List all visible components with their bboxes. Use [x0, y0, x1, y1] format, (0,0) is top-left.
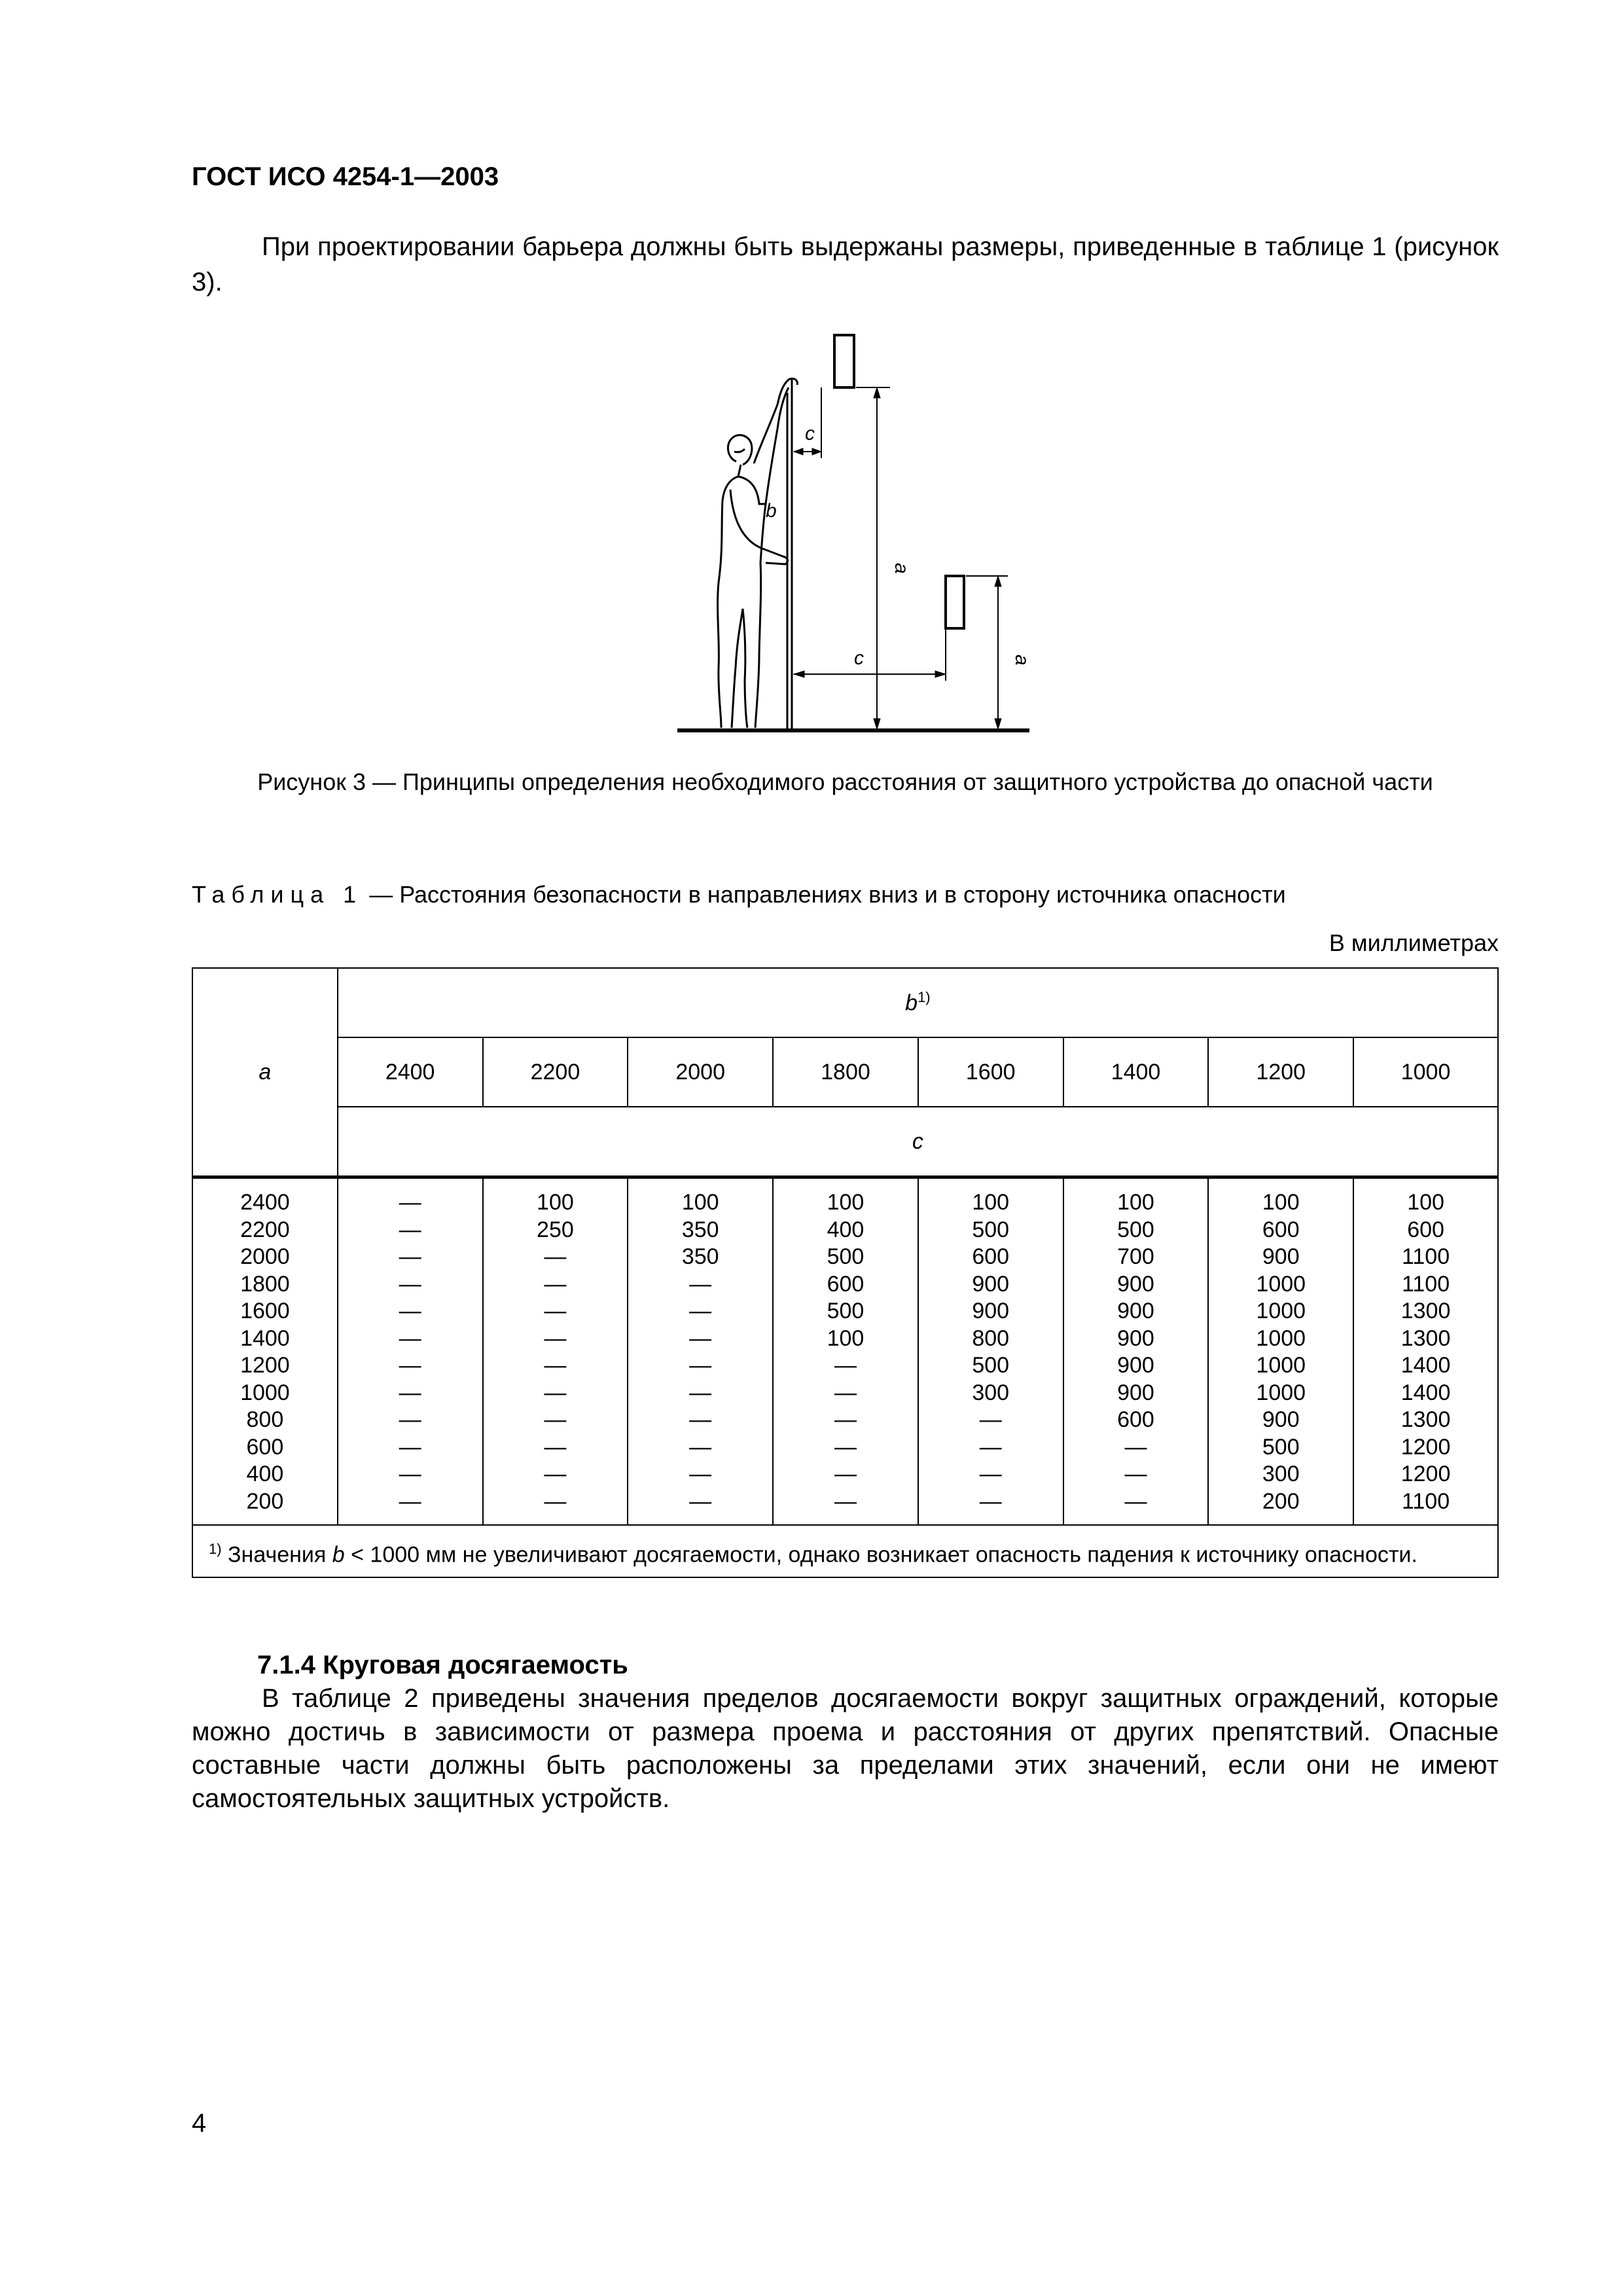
table-cell: —	[834, 1380, 857, 1405]
table-cell: 100	[972, 1190, 1010, 1215]
table-cell: 400	[827, 1217, 865, 1242]
table-cell: —	[1124, 1434, 1147, 1460]
b-value-header: 2000	[628, 1037, 773, 1107]
table-footnote: $^{1)}$ Значения b < 1000 мм не увеличивают досягаемости, однако возникает опасность падения к источнику опасности.	[192, 1525, 1498, 1577]
table-cell: 900	[1117, 1299, 1154, 1323]
table-cell: 900	[1117, 1325, 1154, 1351]
table-cell: 1300	[1400, 1299, 1451, 1323]
table-cell: 1400	[240, 1325, 290, 1351]
table-cell: 600	[1407, 1217, 1444, 1242]
hazard-block-lower	[946, 576, 964, 628]
table-cell: 2000	[240, 1244, 290, 1269]
table-column-c	[1208, 1177, 1353, 1526]
table-cell: 500	[827, 1299, 865, 1323]
table-cell: —	[834, 1434, 857, 1460]
table-cell: 300	[972, 1380, 1010, 1405]
table-cell: 1600	[240, 1299, 290, 1323]
table-column-a	[192, 1177, 338, 1526]
table-cell: —	[544, 1325, 567, 1351]
table-cell: 900	[1262, 1244, 1300, 1269]
table-cell: —	[544, 1434, 567, 1460]
table-cell: —	[544, 1407, 567, 1432]
table-cell: 200	[1262, 1488, 1300, 1514]
table-cell: 500	[1262, 1434, 1300, 1460]
table-cell: 1400	[1400, 1353, 1451, 1378]
table-cell: 1100	[1402, 1244, 1450, 1269]
table-cell: —	[689, 1407, 712, 1432]
table-cell: —	[544, 1462, 567, 1486]
table-cell: 1000	[1256, 1299, 1306, 1323]
table-cell: —	[399, 1271, 421, 1297]
table-cell: 900	[1117, 1271, 1154, 1297]
table-cell: 600	[1117, 1407, 1154, 1432]
table-cell: 1000	[1256, 1353, 1306, 1378]
table-cell: 400	[246, 1462, 284, 1486]
table-cell: —	[689, 1488, 712, 1514]
table-units: В миллиметрах	[1329, 929, 1499, 956]
figure-caption: Рисунок 3 — Принципы определения необходимого расстояния от защитного устройства до опасной части	[257, 768, 1433, 795]
table-title-label: Таблица 1	[192, 881, 363, 908]
table-cell: —	[399, 1462, 421, 1486]
page-number: 4	[192, 2109, 207, 2138]
table-cell: —	[979, 1407, 1002, 1432]
table-cell: —	[979, 1462, 1002, 1486]
table-cell: 100	[827, 1325, 865, 1351]
section-paragraph: В таблице 2 приведены значения пределов досягаемости вокруг защитных ограждений, которые можно достичь в зависимости от размера проема и расстояния от других препятствий. Опасные составные части должны быть расположены за пределами этих значений, если они не имеют самостоятельных защитных устройств.	[192, 1684, 1499, 1813]
section-heading: 7.1.4 Круговая досягаемость	[257, 1651, 628, 1679]
table-cell: —	[979, 1434, 1002, 1460]
intro-paragraph: При проектировании барьера должны быть выдержаны размеры, приведенные в таблице 1 (рисунок 3).	[192, 232, 1499, 296]
table-cell: —	[689, 1271, 712, 1297]
b-value-header: 1000	[1353, 1037, 1498, 1107]
label-c-bottom: c	[854, 647, 864, 669]
table-cell: —	[399, 1488, 421, 1514]
table-column-c	[338, 1177, 483, 1526]
table-cell: —	[544, 1271, 567, 1297]
table-cell: 500	[827, 1244, 865, 1269]
table-cell: 700	[1117, 1244, 1154, 1269]
table-cell: —	[399, 1299, 421, 1323]
table-title	[192, 881, 1286, 908]
table-title-text: — Расстояния безопасности в направлениях вниз и в сторону источника опасности	[363, 881, 1286, 908]
table-cell: 1300	[1400, 1325, 1451, 1351]
table-cell: 1200	[1400, 1462, 1451, 1486]
label-a-right: a	[1011, 655, 1033, 666]
table-cell: 500	[972, 1217, 1010, 1242]
table-cell: 900	[972, 1271, 1010, 1297]
table-cell: —	[399, 1380, 421, 1405]
table-cell: —	[834, 1353, 857, 1378]
table-cell: 300	[1262, 1462, 1300, 1486]
table-cell: 600	[972, 1244, 1010, 1269]
column-group-header-b: $b^{1)}$	[338, 968, 1498, 1037]
table-column-c	[918, 1177, 1063, 1526]
table-cell: —	[689, 1434, 712, 1460]
table-cell: 600	[1262, 1217, 1300, 1242]
person-figure	[718, 378, 798, 728]
table-cell: 900	[1117, 1380, 1154, 1405]
table-cell: —	[399, 1434, 421, 1460]
table-cell: —	[544, 1353, 567, 1378]
table-cell: —	[544, 1299, 567, 1323]
table-cell: 800	[246, 1407, 284, 1432]
table-cell: 600	[246, 1434, 284, 1460]
table-cell: 600	[827, 1271, 865, 1297]
table-cell: —	[399, 1353, 421, 1378]
table-cell: 2400	[240, 1190, 290, 1215]
table-cell: —	[689, 1299, 712, 1323]
table-cell: —	[544, 1488, 567, 1514]
table-cell: 1300	[1400, 1407, 1451, 1432]
table-cell: 1000	[1256, 1271, 1306, 1297]
table-column-c	[628, 1177, 773, 1526]
table-cell: 1400	[1400, 1380, 1451, 1405]
table-cell: 100	[827, 1190, 865, 1215]
b-value-header: 2200	[483, 1037, 628, 1107]
hazard-block-top	[834, 335, 854, 387]
b-value-header: 1800	[773, 1037, 918, 1107]
table-cell: —	[1124, 1462, 1147, 1486]
table-cell: 250	[537, 1217, 574, 1242]
table-column-c	[1353, 1177, 1498, 1526]
column-group-header-c: c	[338, 1107, 1498, 1177]
table-cell: 1000	[1256, 1380, 1306, 1405]
b-value-header: 1600	[918, 1037, 1063, 1107]
table-cell: 200	[246, 1488, 284, 1514]
b-value-header: 2400	[338, 1037, 483, 1107]
table-cell: —	[834, 1407, 857, 1432]
table-cell: 100	[681, 1190, 719, 1215]
table-cell: 350	[681, 1217, 719, 1242]
table-cell: —	[1124, 1488, 1147, 1514]
label-a-left: a	[891, 563, 912, 574]
table-cell: 100	[1262, 1190, 1300, 1215]
row-header-a: a	[192, 968, 338, 1177]
table-cell: 1100	[1402, 1271, 1450, 1297]
table-cell: —	[979, 1488, 1002, 1514]
table-cell: —	[689, 1325, 712, 1351]
label-c-top: c	[805, 423, 815, 444]
label-b: b	[766, 500, 777, 522]
table-cell: 1000	[1256, 1325, 1306, 1351]
table-cell: 100	[537, 1190, 574, 1215]
b-value-header: 1400	[1063, 1037, 1209, 1107]
safety-distances-table	[192, 967, 1499, 1578]
table-column-c	[483, 1177, 628, 1526]
table-cell: —	[834, 1488, 857, 1514]
table-cell: 1000	[240, 1380, 290, 1405]
table-cell: 500	[1117, 1217, 1154, 1242]
table-cell: 500	[972, 1353, 1010, 1378]
document-header: ГОСТ ИСО 4254-1—2003	[192, 162, 499, 191]
table-cell: 900	[1262, 1407, 1300, 1432]
table-cell: —	[399, 1244, 421, 1269]
b-value-header: 1200	[1208, 1037, 1353, 1107]
table-cell: —	[399, 1190, 421, 1215]
table-cell: 1200	[1400, 1434, 1451, 1460]
table-cell: —	[544, 1380, 567, 1405]
table-cell: —	[834, 1462, 857, 1486]
table-cell: 900	[972, 1299, 1010, 1323]
table-cell: 1100	[1402, 1488, 1450, 1514]
table-cell: —	[544, 1244, 567, 1269]
table-cell: —	[689, 1353, 712, 1378]
table-cell: —	[689, 1462, 712, 1486]
table-cell: —	[689, 1380, 712, 1405]
table-cell: 800	[972, 1325, 1010, 1351]
table-cell: 100	[1407, 1190, 1444, 1215]
table-cell: 2200	[240, 1217, 290, 1242]
table-column-c	[1063, 1177, 1209, 1526]
figure-3-diagram	[668, 327, 1047, 746]
table-cell: 1800	[240, 1271, 290, 1297]
table-cell: 1200	[240, 1353, 290, 1378]
table-cell: —	[399, 1217, 421, 1242]
table-cell: 350	[681, 1244, 719, 1269]
table-cell: 900	[1117, 1353, 1154, 1378]
table-column-c	[773, 1177, 918, 1526]
table-cell: 100	[1117, 1190, 1154, 1215]
table-cell: —	[399, 1325, 421, 1351]
table-cell: —	[399, 1407, 421, 1432]
